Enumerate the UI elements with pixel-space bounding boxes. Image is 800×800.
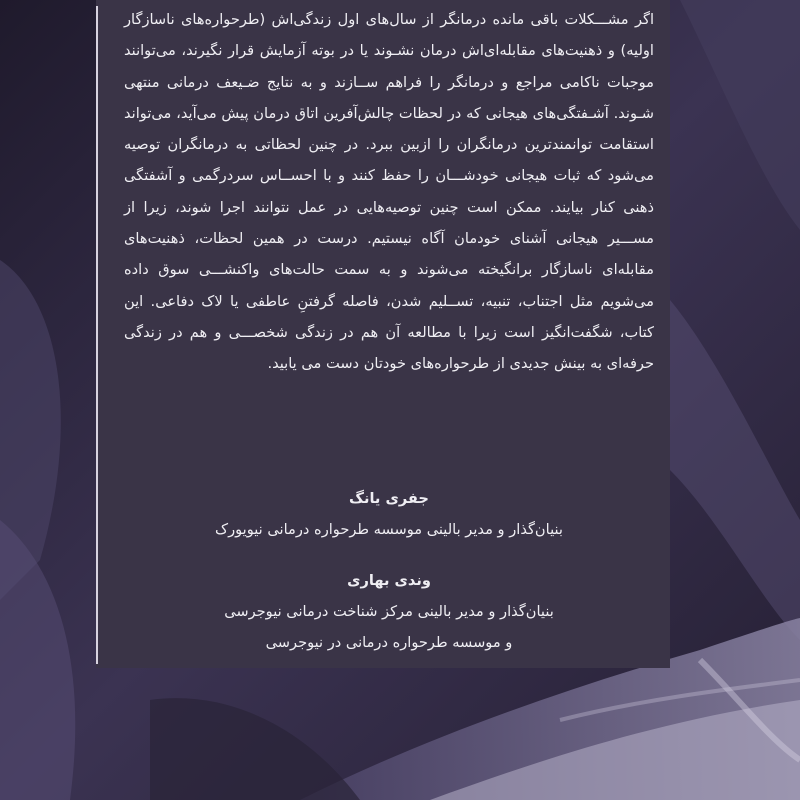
signature-title: بنیان‌گذار و مدیر بالینی مرکز شناخت درمانی نیوجرسی <box>224 603 554 620</box>
signature-1 <box>124 483 654 545</box>
body-text: اگر مشـــکلات باقی مانده درمانگر از سال‌های اول زندگی‌اش (طرحواره‌های ناسازگار اولیه) و ذهنیت‌های مقابله‌ای‌اش درمان نشـوند یا در بوته آزمایش قرار نگیرند، می‌توانند موجبات ناکامی مراجع و درمانگر را فراهم ســازند و به نتایج ضـیعف درمانی منتهی شـوند. آشـفتگی‌های هیجانی که در لحظات چالش‌آفرین اتاق درمان پیش می‌آید، می‌تواند استقامت توانمندترین درمانگران را ازبین ببرد. در چنین لحظاتی به درمانگران توصیه می‌شود که ثبات هیجانی خودشـــان را حفظ کنند و با احســاس سردرگمی و آشفتگی ذهنی کنار بیایند. ممکن است چنین توصیه‌هایی در عمل نتوانند اجرا شوند، زیرا از مســـیر هیجانی آشنای خودمان آگاه نیستیم. درست در همین لحظات، ذهنیت‌های مقابله‌ای ناسازگار برانگیخته می‌شوند و به سمت حالت‌های واکنشـــی سوق داده می‌شویم مثل اجتناب، تنبیه، تســلیم شدن، فاصله گرفتنِ عاطفی یا لاک دفاعی. این کتاب، شگفت‌انگیز است زیرا با مطالعه آن هم در زندگی شخصـــی و هم در زندگی حرفه‌ای به بینش جدیدی از طرحواره‌های خودتان دست می یابید. <box>124 11 654 373</box>
signature-2 <box>124 565 654 658</box>
body-paragraph <box>124 4 654 380</box>
left-vertical-rule <box>96 6 98 664</box>
signature-title-line-2: و موسسه طرحواره درمانی در نیوجرسی <box>265 634 513 651</box>
signature-name: وندی بهاری <box>347 572 431 589</box>
signature-title: بنیان‌گذار و مدیر بالینی موسسه طرحواره درمانی نیویورک <box>215 521 563 538</box>
signature-name: جفری یانگ <box>349 490 429 507</box>
